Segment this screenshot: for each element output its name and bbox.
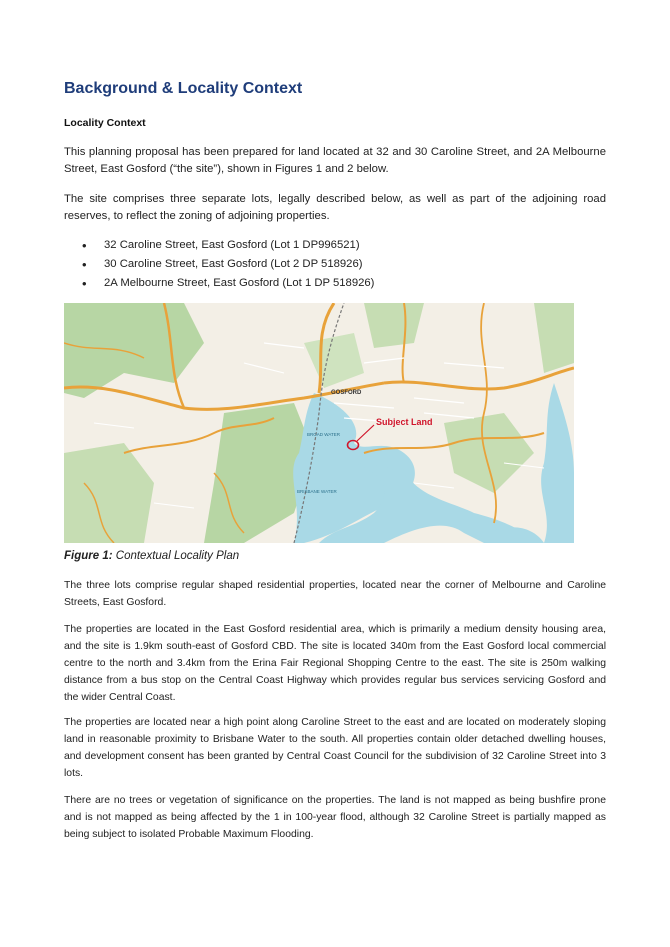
subject-land-label: Subject Land [376, 417, 433, 427]
locality-map-graphic [64, 303, 574, 543]
map-label-broad-water: BROAD WATER [307, 432, 341, 437]
body-paragraph-3: The properties are located near a high point along Caroline Street to the east and are located on moderately sloping land in reasonable proximity to Brisbane Water to the south. All properties contain older detached dwelling houses, and development consent has been granted by Central Coast Council for the subdivision of 32 Caroline Street into 3 lots. [64, 717, 606, 779]
subsection-heading: Locality Context [64, 117, 146, 129]
section-heading: Background & Locality Context [64, 80, 303, 97]
figure-caption-text: Contextual Locality Plan [115, 550, 240, 562]
intro-paragraph-1: This planning proposal has been prepared for land located at 32 and 30 Caroline Street, and 2A Melbourne Street, East Gosford (“the site”), shown in Figures 1 and 2 below. [64, 146, 606, 175]
figure-caption [64, 550, 239, 562]
lot-list-item: • 2A Melbourne Street, East Gosford (Lot 1 DP 518926) [82, 274, 374, 293]
body-paragraph-4: There are no trees or vegetation of significance on the properties. The land is not mapped as being bushfire prone and is not mapped as being affected by the 1 in 100-year flood, although 32 Caroline Street is partially mapped as being subject to isolated Probable Maximum Flooding. [64, 795, 606, 840]
lot-list-item: • 32 Caroline Street, East Gosford (Lot 1 DP996521) [82, 236, 374, 255]
lot-list-item: • 30 Caroline Street, East Gosford (Lot 2 DP 518926) [82, 255, 374, 274]
figure-caption-label: Figure 1: [64, 550, 113, 562]
map-label-brisbane-water: BRISBANE WATER [297, 489, 337, 494]
body-paragraph-1: The three lots comprise regular shaped residential properties, located near the corner of Melbourne and Caroline Streets, East Gosford. [64, 580, 606, 608]
locality-map [64, 303, 574, 543]
body-paragraph-2: The properties are located in the East Gosford residential area, which is primarily a medium density housing area, and the site is 1.9km south-east of Gosford CBD. The site is located 340m from the East Gosford local commercial centre to the north and 3.4km from the Erina Fair Regional Shopping Centre to the east. The site is 250m walking distance from a bus stop on the Central Coast Highway which provides regular bus services servicing Gosford and the wider Central Coast. [64, 624, 606, 703]
map-label-gosford: GOSFORD [331, 390, 362, 396]
lot-list [82, 236, 374, 293]
intro-paragraph-2: The site comprises three separate lots, legally described below, as well as part of the adjoining road reserves, to reflect the zoning of adjoining properties. [64, 193, 606, 222]
